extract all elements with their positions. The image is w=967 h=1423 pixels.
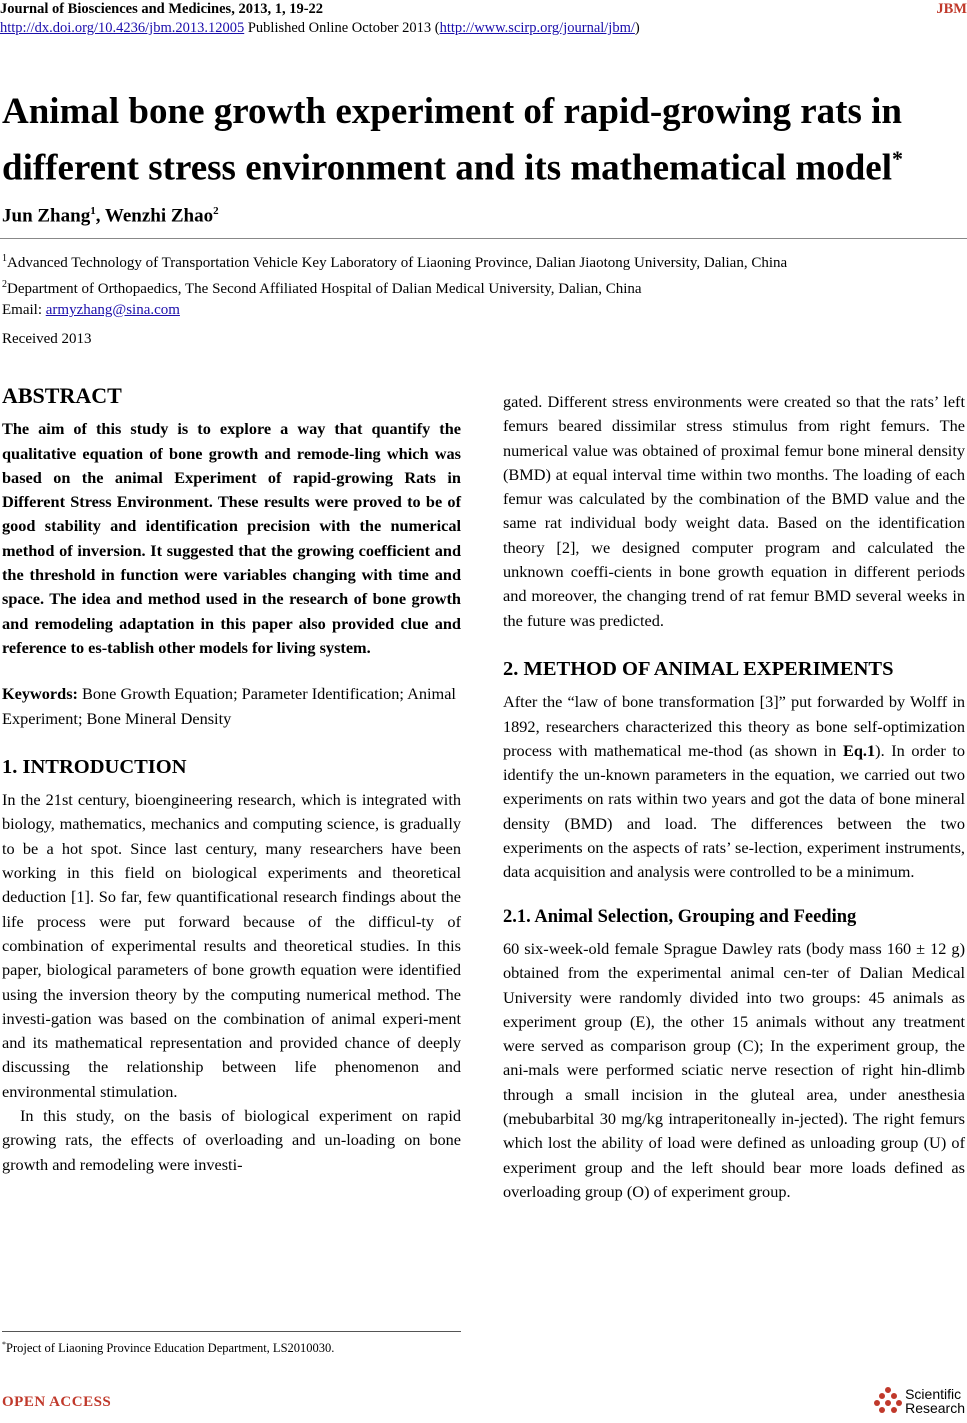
left-column — [2, 384, 461, 1177]
scientific-research-logo-icon — [873, 1386, 903, 1416]
author-name: Wenzhi Zhao — [104, 205, 214, 227]
equation-reference: Eq.1 — [843, 740, 876, 760]
email-link[interactable]: armyzhang@sina.com — [45, 302, 180, 318]
animal-selection-paragraph: 60 six-week-old female Sprague Dawley rats (body mass 160 ± 12 g) obtained from the experimental animal cen-ter of Dalian Medical University were randomly divided into two groups: 45 animals as experiment group (E), the other 15 animals without any treatment were served as comparison group (C); In the experiment group, the ani-mals were performed sciatic nerve resection of right hin-dlimb through a small incision in the gluteal area, under anesthesia (mebubarbital 30 mg/kg intraperitoneally in-jected). The right femurs which lost the ability of load were defined as unloading group (U) of experiment group and the left should bear more loads defined as overloading group (O) of experiment group. — [503, 938, 965, 1201]
title-line-2: different stress environment and its mathematical model — [2, 147, 892, 189]
affiliation-1: $^1$Advanced Technology of Transportation Vehicle Key Laboratory of Liaoning Province, Dalian Jiaotong University, Dalian, China — [2, 253, 788, 271]
keywords-label: Keywords: — [2, 684, 78, 704]
doi-link[interactable]: http://dx.doi.org/10.4236/jbm.2013.12005 — [0, 20, 245, 36]
author-name: Jun Zhang — [2, 205, 91, 227]
intro-paragraph-2: In this study, on the basis of biological experiment on rapid growing rats, the effects of overloading and un-loading on bone growth and remodeling were investi- — [2, 1106, 461, 1174]
keywords-text: Bone Growth Equation; Parameter Identification; Animal Experiment; Bone Mineral Density — [2, 684, 456, 728]
journal-link[interactable]: http://www.scirp.org/journal/jbm/ — [439, 20, 635, 36]
published-text: Published Online October 2013 ( — [244, 20, 440, 36]
journal-abbreviation: JBM — [936, 1, 967, 17]
title-line-1: Animal bone growth experiment of rapid-growing rats in — [2, 91, 902, 132]
journal-citation: Journal of Biosciences and Medicines, 2013, 1, 19-22 — [0, 1, 324, 17]
received-date: Received 2013 — [2, 331, 92, 347]
keywords — [2, 682, 461, 731]
running-header — [0, 0, 967, 38]
logo-wordmark: Scientific Research — [905, 1386, 965, 1416]
footnote: *Project of Liaoning Province Education Department, LS2010030. — [2, 1340, 335, 1356]
abstract-text: The aim of this study is to explore a way that quantify the qualitative equation of bone growth and remode-ling which was based on the animal Experiment of rapid-growing Rats in Different Stress Environment. These results were proved to be of good stability and identification precision with the numerical method of inversion. It suggested that the growing coefficient and the threshold in function were variables changing with time and space. The idea and method used in the research of bone growth and remodeling adaptation in this paper also provided clue and reference to es-tablish other models for living system. — [2, 419, 461, 657]
affiliation-2: $^2$Department of Orthopaedics, The Second Affiliated Hospital of Dalian Medical University, Dalian, China — [2, 279, 642, 297]
intro-paragraph-1: In the 21st century, bioengineering research, which is integrated with biology, mathematics, mechanics and computing science, is gradually to be a hot spot. Since last century, many researchers have been working in this field on biological experiments and theoretical deduction [1]. So far, few quantificational research findings about the life process were put forward because of the difficul-ty of combination of experimental results and theoretical studies. In this paper, biological parameters of bone growth equation were identified using the inversion theory by the computing numerical method. The investi-gation was based on the combination of animal experi-ment and its mathematical representation and provided chance of deeply discussing the relationship between life phenomenon and environmental stimulation. — [2, 790, 461, 1101]
author-list: Jun Zhang$^1$, Wenzhi Zhao$^2$ — [2, 205, 219, 227]
section-heading-introduction: 1. INTRODUCTION — [2, 755, 187, 778]
affiliations — [2, 248, 965, 321]
footnote-divider — [2, 1331, 461, 1332]
header-divider — [0, 238, 967, 239]
abstract-heading: ABSTRACT — [2, 383, 122, 408]
subsection-heading-animal-selection: 2.1. Animal Selection, Grouping and Feeding — [503, 906, 857, 927]
right-column — [503, 390, 965, 1204]
email-line: Email: armyzhang@sina.com — [2, 302, 180, 318]
publication-line: http://dx.doi.org/10.4236/jbm.2013.12005 Published Online October 2013 (http://www.scirp.org/journal/jbm/) — [0, 20, 640, 36]
paper-title — [2, 88, 962, 191]
intro-paragraph-continued: gated. Different stress environments were created so that the rats’ left femurs beared dissimilar stress stimulus from right femurs. The numerical value was obtained of proximal femur bone mineral density (BMD) at equal interval time within two months. The loading of each femur was calculated by the combination of the BMD value and the same rat individual body weight data. Based on the identification theory [2], we designed computer program and calculated the unknown coeffi-cients in bone growth equation in different periods and moreover, the changing trend of rat femur BMD several weeks in the future was predicted. — [503, 392, 965, 630]
publisher-logo — [873, 1386, 965, 1416]
open-access-label: OPEN ACCESS — [2, 1394, 112, 1410]
title-footnote-marker: * — [891, 146, 903, 171]
section-heading-method: 2. METHOD OF ANIMAL EXPERIMENTS — [503, 657, 894, 680]
method-paragraph: After the “law of bone transformation [3]” put forwarded by Wolff in 1892, researchers characterized this theory as bone self-optimization process with mathematical me-thod (as shown in Eq.1). In order to identify the un-known parameters in the equation, we carried out two experiments on rats within two years and got the data of bone mineral density (BMD) and load. The differences between the two experiments on the aspects of rats’ se-lection, experiment instruments, data acquisition and analysis were controlled to be a minimum. — [503, 692, 965, 882]
